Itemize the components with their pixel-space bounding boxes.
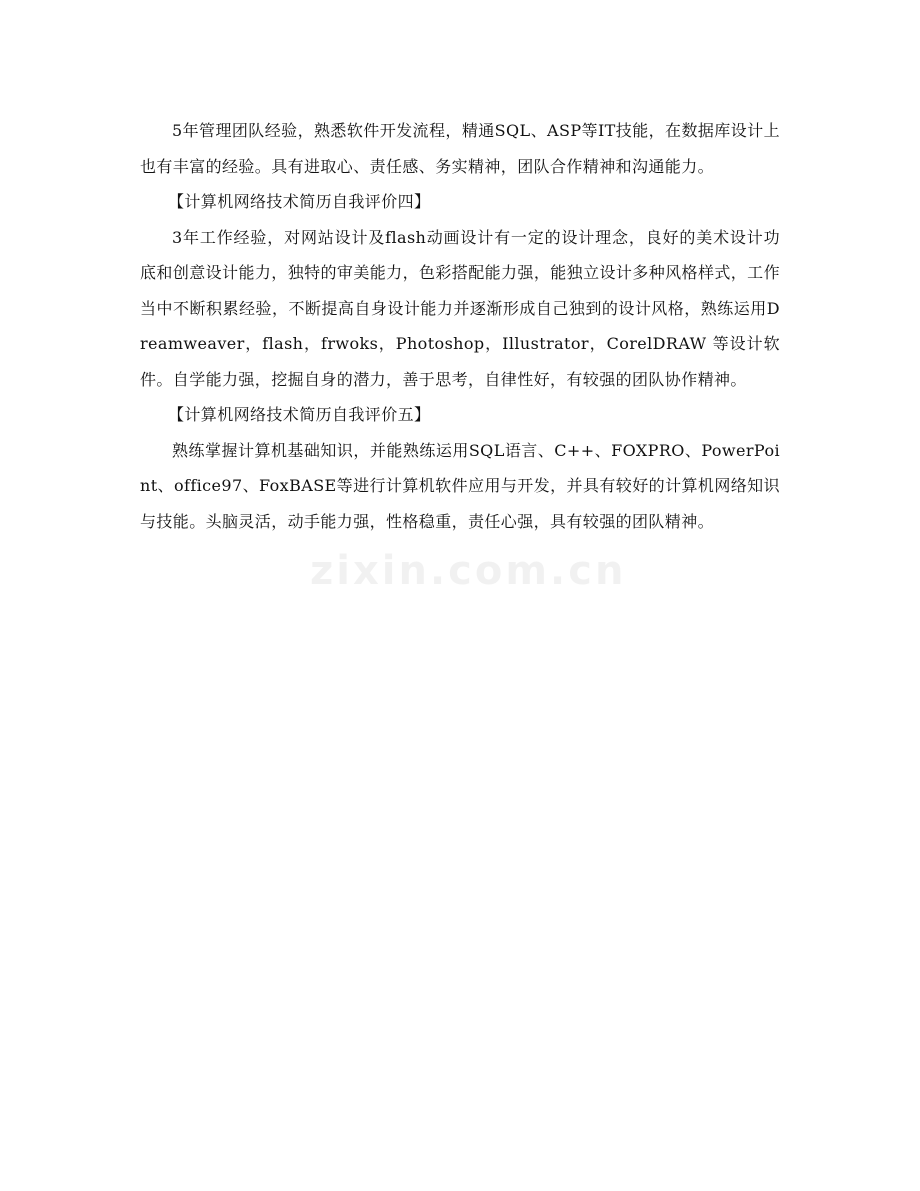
section-heading-five: 【计算机网络技术简历自我评价五】 <box>168 405 431 424</box>
watermark: zixin.com.cn <box>310 548 627 594</box>
paragraph-self-evaluation-four: 3年工作经验，对网站设计及flash动画设计有一定的设计理念，良好的美术设计功底和创意设计能力，独特的审美能力，色彩搭配能力强，能独立设计多种风格样式，工作当中不断积累经验，不断提高自身设计能力并逐渐形成自己独到的设计风格，熟练运用Dreamweaver，flash，frwoks，Photoshop，Illustrator，CorelDRAW 等设计软件。自学能力强，挖掘自身的潜力，善于思考，自律性好，有较强的团队协作精神。 <box>140 227 780 389</box>
paragraph-self-evaluation-five: 熟练掌握计算机基础知识，并能熟练运用SQL语言、C++、FOXPRO、PowerPoint、office97、FoxBASE等进行计算机软件应用与开发，并具有较好的计算机网络知识与技能。头脑灵活，动手能力强，性格稳重，责任心强，具有较强的团队精神。 <box>140 440 780 531</box>
section-heading-four: 【计算机网络技术简历自我评价四】 <box>168 192 431 211</box>
document-body <box>140 113 780 539</box>
paragraph-experience: 5年管理团队经验，熟悉软件开发流程，精通SQL、ASP等IT技能，在数据库设计上也有丰富的经验。具有进取心、责任感、务实精神，团队合作精神和沟通能力。 <box>140 121 780 176</box>
